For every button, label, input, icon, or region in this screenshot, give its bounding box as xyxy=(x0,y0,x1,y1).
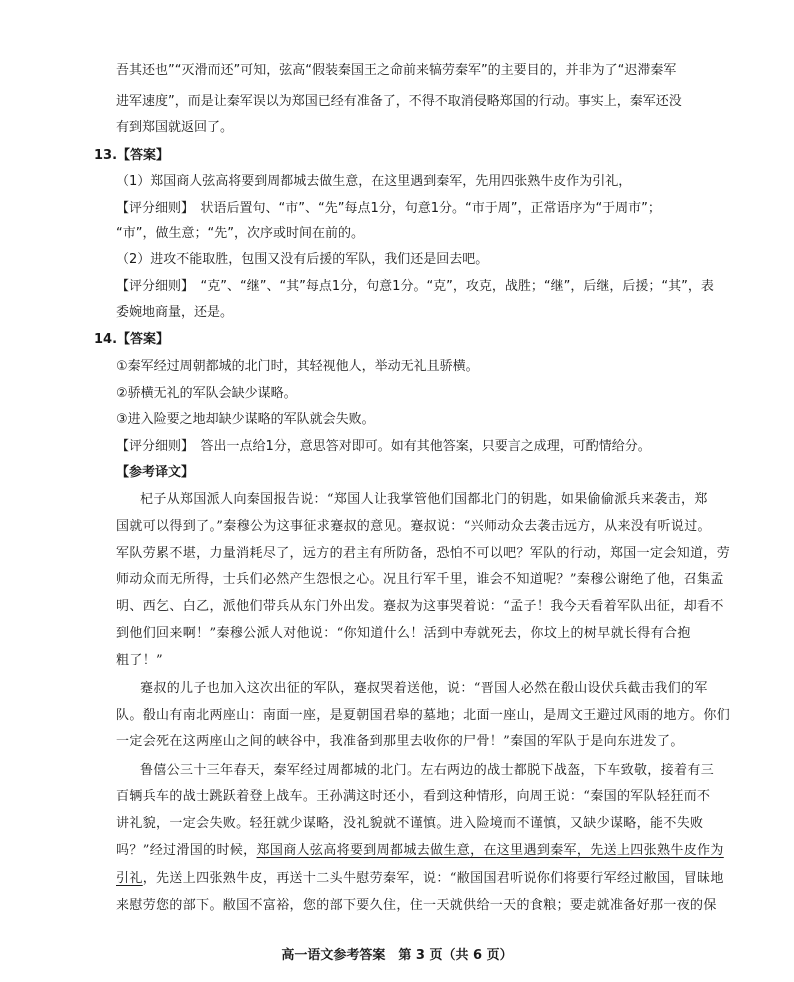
answer-line: （1）郑国商人弦高将要到周都城去做生意，在这里遇到秦军，先用四张熟牛皮作为引礼， xyxy=(116,174,632,189)
text-line: 有到郑国就返回了。 xyxy=(116,120,234,135)
translation-line: 杞子从郑国派人向秦国报告说：“郑国人让我掌管他们国都北门的钥匙，如果偷偷派兵来袭击，郑 xyxy=(140,492,708,507)
answer-line: ①秦军经过周朝都城的北门时，其轻视他人，举动无礼且骄横。 xyxy=(116,359,479,374)
underlined-phrase: 引礼 xyxy=(116,871,143,886)
text-line: 吾其还也”“灭滑而还”可知，弦高“假装秦国王之命前来犒劳秦军”的主要目的，并非为了“迟滞秦军 xyxy=(116,63,677,78)
answer-line: ②骄横无礼的军队会缺少谋略。 xyxy=(116,386,297,401)
text-line: 进军速度”，而是让秦军误以为郑国已经有准备了，不得不取消侵略郑国的行动。事实上，秦军还没 xyxy=(116,94,682,109)
translation-heading: 【参考译文】 xyxy=(116,465,195,480)
question-14-heading: 14.【答案】 xyxy=(94,332,170,347)
scoring-rule: 【评分细则】 “克”、“继”、“其”每点1分，句意1分。“克”，攻克，战胜；“继”，后继，后援；“其”，表 xyxy=(116,279,714,294)
translation-line: 明、西乞、白乙，派他们带兵从东门外出发。蹇叔为这事哭着说：“孟子！我今天看着军队出征，却看不 xyxy=(116,599,724,614)
scoring-rule: 【评分细则】 状语后置句、“市”、“先”每点1分，句意1分。“市于周”，正常语序为“于周市”； xyxy=(116,201,661,216)
translation-line: 吗？”经过滑国的时候，郑国商人弦高将要到周都城去做生意，在这里遇到秦军，先送上四张熟牛皮作为 xyxy=(116,843,724,858)
translation-line: 师动众而无所得，士兵们必然产生怨恨之心。况且行军千里，谁会不知道呢？”秦穆公谢绝了他，召集孟 xyxy=(116,572,724,587)
scoring-rule: “市”，做生意；“先”，次序或时间在前的。 xyxy=(116,226,364,241)
translation-line: 引礼，先送上四张熟牛皮，再送十二头牛慰劳秦军，说：“敝国国君听说你们将要行军经过敝国，冒昧地 xyxy=(116,871,724,886)
underlined-phrase: 郑国商人弦高将要到周都城去做生意，在这里遇到秦军，先送上四张熟牛皮作为 xyxy=(256,843,724,858)
answer-line: （2）进攻不能取胜，包围又没有后援的军队，我们还是回去吧。 xyxy=(116,252,489,267)
translation-line: 国就可以得到了。”秦穆公为这事征求蹇叔的意见。蹇叔说：“兴师动众去袭击远方，从来没有听说过。 xyxy=(116,519,711,534)
translation-line: 粗了！” xyxy=(116,653,164,668)
translation-line: 来慰劳您的部下。敝国不富裕，您的部下要久住，住一天就供给一天的食粮；要走就准备好那一夜的保 xyxy=(116,898,717,913)
translation-line: 军队劳累不堪，力量消耗尽了，远方的君主有所防备，恐怕不可以吧？军队的行动，郑国一定会知道，劳 xyxy=(116,546,731,561)
translation-line: 讲礼貌，一定会失败。轻狂就少谋略，没礼貌就不谨慎。进入险境而不谨慎，又缺少谋略，能不失败 xyxy=(116,816,704,831)
page-footer: 高一语文参考答案 第 3 页（共 6 页） xyxy=(281,948,513,963)
translation-line: 队。殽山有南北两座山：南面一座，是夏朝国君皋的墓地；北面一座山，是周文王避过风雨的地方。你们 xyxy=(116,708,731,723)
translation-line: 百辆兵车的战士跳跃着登上战车。王孙满这时还小，看到这种情形，向周王说：“秦国的军队轻狂而不 xyxy=(116,789,711,804)
translation-line: 到他们回来啊！”秦穆公派人对他说：“你知道什么！活到中寿就死去，你坟上的树早就长得有合抱 xyxy=(116,626,691,641)
translation-line: 一定会死在这两座山之间的峡谷中，我准备到那里去收你的尸骨！”秦国的军队于是向东进发了。 xyxy=(116,734,684,749)
translation-line: 蹇叔的儿子也加入这次出征的军队，蹇叔哭着送他，说：“晋国人必然在殽山设伏兵截击我们的军 xyxy=(140,681,708,696)
question-13-heading: 13.【答案】 xyxy=(94,148,170,163)
translation-line: 鲁僖公三十三年春天，秦军经过周都城的北门。左右两边的战士都脱下战盔，下车致敬，接着有三 xyxy=(140,763,715,778)
scoring-rule: 委婉地商量，还是。 xyxy=(116,305,234,320)
answer-line: ③进入险要之地却缺少谋略的军队就会失败。 xyxy=(116,412,375,427)
scoring-rule: 【评分细则】 答出一点给1分，意思答对即可。如有其他答案，只要言之成理，可酌情给分。 xyxy=(116,439,651,454)
